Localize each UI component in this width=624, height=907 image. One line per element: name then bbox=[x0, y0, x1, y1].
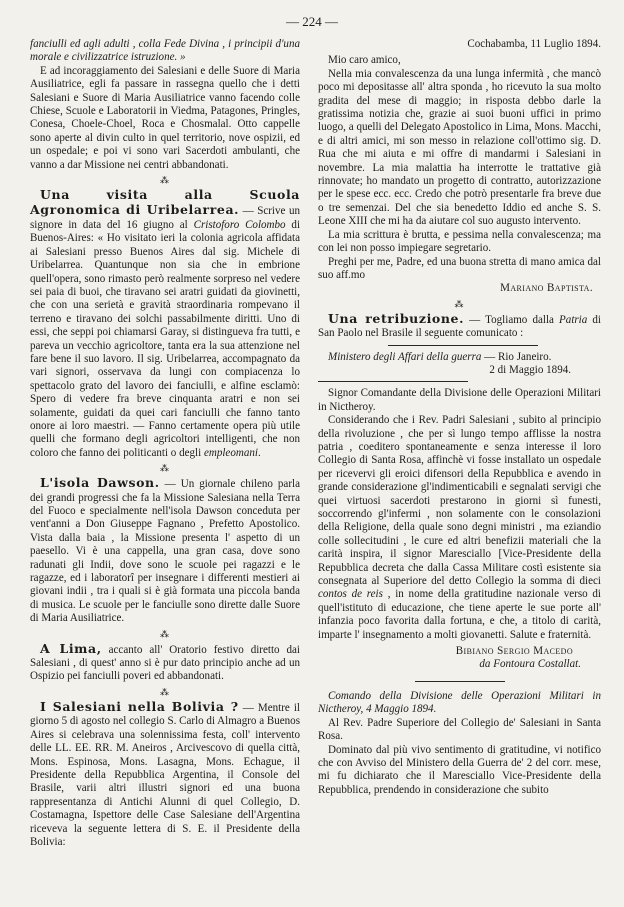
article-lima: A Lima, accanto all' Oratorio festivo diretto dai Salesiani , di quest' anno si è pur dato principio anche ad un Ospizio pei fanciulli poveri ed abbandonati. bbox=[30, 640, 301, 683]
section-separator: ⁂ bbox=[454, 298, 465, 309]
italic-quote: fanciulli ed agli adulti , colla Fede Divina , i principii d'una morale e civilizzatrice istruzione. » bbox=[30, 38, 300, 64]
article-heading: I Salesiani nella Bolivia ? bbox=[40, 698, 239, 714]
page-number: — 224 — bbox=[286, 14, 338, 29]
comando-body: Dominato dal più vivo sentimento di gratitudine, vi notifico che con Avviso del Ministero della Guerra de' 2 del corr. mese, mi fu dichiarato che il Maresciallo Vice-Presidente della Repubblica, prendendo in considerazione che subito bbox=[318, 743, 601, 796]
article-heading: L'isola Dawson. bbox=[40, 475, 160, 491]
section-separator: ⁂ bbox=[160, 175, 170, 186]
divider-rule bbox=[415, 681, 505, 682]
comando-heading: Comando della Divisione delle Operazioni Militari in Nictheroy, 4 Maggio 1894. bbox=[318, 689, 601, 716]
letter-body: Preghi per me, Padre, ed una buona stretta di mano amica dal suo aff.mo bbox=[318, 255, 601, 281]
article-bolivia: I Salesiani nella Bolivia ? — Mentre il giorno 5 di agosto nel collegio S. Carlo di Almagro a Buenos Aires si celebrava una solennissima festa, coll' intervento delle LL. EE. RR. M. Aneiros , Arcivescovo di quella città, Mons. Espinosa, Mons. Lasagna, Mons. Echague, il Presidente della Repubblica Argentina, il Console del Brasile, varii altri illustri signori ed una buona rappresentanza di Antichi Alunni di quel Collegio, D. Costamagna, Ispettore delle Case Salesiane dell'Argentina riceveva la seguente lettera di S. E. il Presidente della Bolivia: bbox=[30, 698, 301, 848]
decree-signature: Bibiano Sergio Macedo bbox=[455, 645, 573, 658]
section-separator: ⁂ bbox=[160, 628, 170, 639]
article-retribuzione: Una retribuzione. — Togliamo dalla Patria di San Paolo nel Brasile il seguente comunicato : bbox=[318, 310, 601, 340]
paragraph: E ad incoraggiamento dei Salesiani e delle Suore di Maria Ausiliatrice, egli fa passare in rassegna quello che i detti Salesiani e Suore di Maria Ausiliatrice vanno facendo colle Chiese, Scuole e Laboratorii in Viedma, Patagones, Pringles, Conesa, Choele-Choel, Roca e Chosmalal. Otto cappelle sono aperte al divin culto in quel territorio, nove ospizii, ed un ospedale; e poi vi sono vari Sacerdoti ambulanti, che vanno a dar Missione nei centri abbandonati. bbox=[30, 64, 300, 171]
letter-dateline: Cochabamba, 11 Luglio 1894. bbox=[467, 38, 601, 50]
left-column bbox=[30, 38, 300, 849]
letter-body: Nella mia convalescenza da una lunga infermità , che mancò poco mi depositasse all' altra sponda , ho ricevuto la sua molto gradita del mese di maggio; in risposta debbo darle la gratissima notizia che, grazie ai suoi buoni uffici in primo luogo, a quelli del Delegato Apostolico in Lima, Mons. Macchi, e di altri amici, mi son messo in relazione coll'ottimo sig. D. Rua che mi aiuta e mi offre di mandarmi i Salesiani in novembre. La mia malattia ha interrotte le trattative già rinnovate; ho mandato un progetto di contratto, autorizzazione per le spese ecc. ecc. Credo che potrò presentarle fra breve due o tre semenzai. Del che sia benedetto Iddio ed anche S. S. Leone XIII che mi ha da aiutare col suo augusto intervento. bbox=[318, 67, 601, 228]
section-separator: ⁂ bbox=[160, 463, 170, 474]
ministero-line: Ministero degli Affari della guerra — Rio Janeiro. bbox=[328, 350, 552, 363]
article-dawson: L'isola Dawson. — Un giornale chileno parla dei grandi progressi che fa la Missione Salesiana nella Terra del Fuoco e specialmente nell'isola Dawson conceduta per vent'anni a Don Giuseppe Fagnano , Prefetto Apostolico. Vista dalla baia , la Missione presenta l' aspetto di un paesello. Vi è una cappella, una gran casa, dove sono radunati gli Indii, dove sono le scuole pei ragazzi e le ragazze, ed i laboratorî per insegnare i differenti mestieri ai giovani indii , tra i quali si è già formata una piccola banda di musica. Le scuole per le fanciulle sono dirette dalle Suore di Maria Ausiliatrice. bbox=[30, 475, 300, 625]
right-column bbox=[318, 38, 601, 797]
divider bbox=[388, 345, 538, 346]
article-heading: A Lima, bbox=[40, 640, 102, 656]
article-heading: Una retribuzione. bbox=[328, 310, 465, 326]
decree-address: Signor Comandante della Divisione delle Operazioni Militari in Nictheroy. bbox=[318, 387, 601, 413]
decree-signature-2: da Fontoura Costallat. bbox=[479, 658, 581, 671]
ministero-date: 2 di Maggio 1894. bbox=[489, 363, 571, 376]
article-uribelarrea: Una visita alla Scuola Agronomica di Uribelarrea. — Scrive un signore in data del 16 giugno al Cristoforo Colombo di Buenos-Aires: « Ho visitato ieri la colonia agricola affidata ai Salesiani presso Buenos Aires dal sig. Michele di Uribelarrea. Quantunque non sia che in embrione quell'opera, sono rimasto però realmente sorpreso nel vedere sei paia di buoi, che tiravano sei aratri guidati da giovinetti, che con una serietà e gravità straordinaria rompevano il terreno e tiravano dei solchi passabilmente diritti. Uno di essi, che seppi poi chiamarsi Garay, si distingueva fra tutti, e pareva un vecchio agricoltore, tanta era la sua attenzione nel fare bene il suo lavoro. Il sig. Uribelarrea, accompagnato da vari signori, osservava da lungi con compiacenza lo spettacolo grato del lavoro dei fanciulli, e alfine esclamò: Spero di vedere fra breve cinquanta aratri e non sei solamente, guidati da quei cari fanciulli che fanno tanto onore ai loro maestri. — Fanno certamente opera più utile quelli che formano degli agricoltori intelligenti, che non coloro che fanno dei politicanti o degli empleomani. bbox=[30, 187, 301, 459]
comando-address: Al Rev. Padre Superiore del Collegio de' Salesiani in Santa Rosa. bbox=[318, 716, 601, 743]
divider bbox=[318, 381, 468, 382]
article-heading: Una visita alla Scuola Agronomica di Uribelarrea. bbox=[30, 187, 300, 218]
decree-body: Considerando che i Rev. Padri Salesiani , subito al principio della rivoluzione , che per sì lungo tempo afflisse la nostra patria , coeditero spontaneamente e senza interesse il loro Collegio di Santa Rosa, affinchè vi fosse installato un ospedale per ricevervi gli eroici difensori della Repubblica e avendo in grande considerazione gl'indimenticabili e segnalati servigi che quei virtuosi sacerdoti prestarono in giorni sì funesti, soccorrendo gl'infermi , non solamente con le consolazioni della Religione, della quale sono degni ministri , ma eziandio colle sollecitudini , le cure ed altri benefizii materiali che la carità inspira, il signor Maresciallo [Vice-Presidente della Repubblica decreta che dalla Cassa Militare costì esistente sia consegnata al Superiore del detto Collegio la somma di dieci contos de reis , in nome della gratitudine nazionale verso di quell'istituto di educazione, che tiene aperte le sue porte all' infanzia poco favorita dalla fortuna, e che, a titolo di carità, imparte l' insegnamento a molti giovanetti. Salute e fraternità. bbox=[318, 414, 602, 641]
letter-signature: Mariano Baptista. bbox=[500, 282, 593, 295]
section-separator: ⁂ bbox=[160, 686, 170, 697]
letter-salutation: Mio caro amico, bbox=[328, 54, 401, 67]
letter-body: La mia scrittura è brutta, e pessima nella convalescenza; ma con lei non posso impiegare segretario. bbox=[318, 228, 601, 255]
paragraph-continuation bbox=[30, 38, 300, 65]
